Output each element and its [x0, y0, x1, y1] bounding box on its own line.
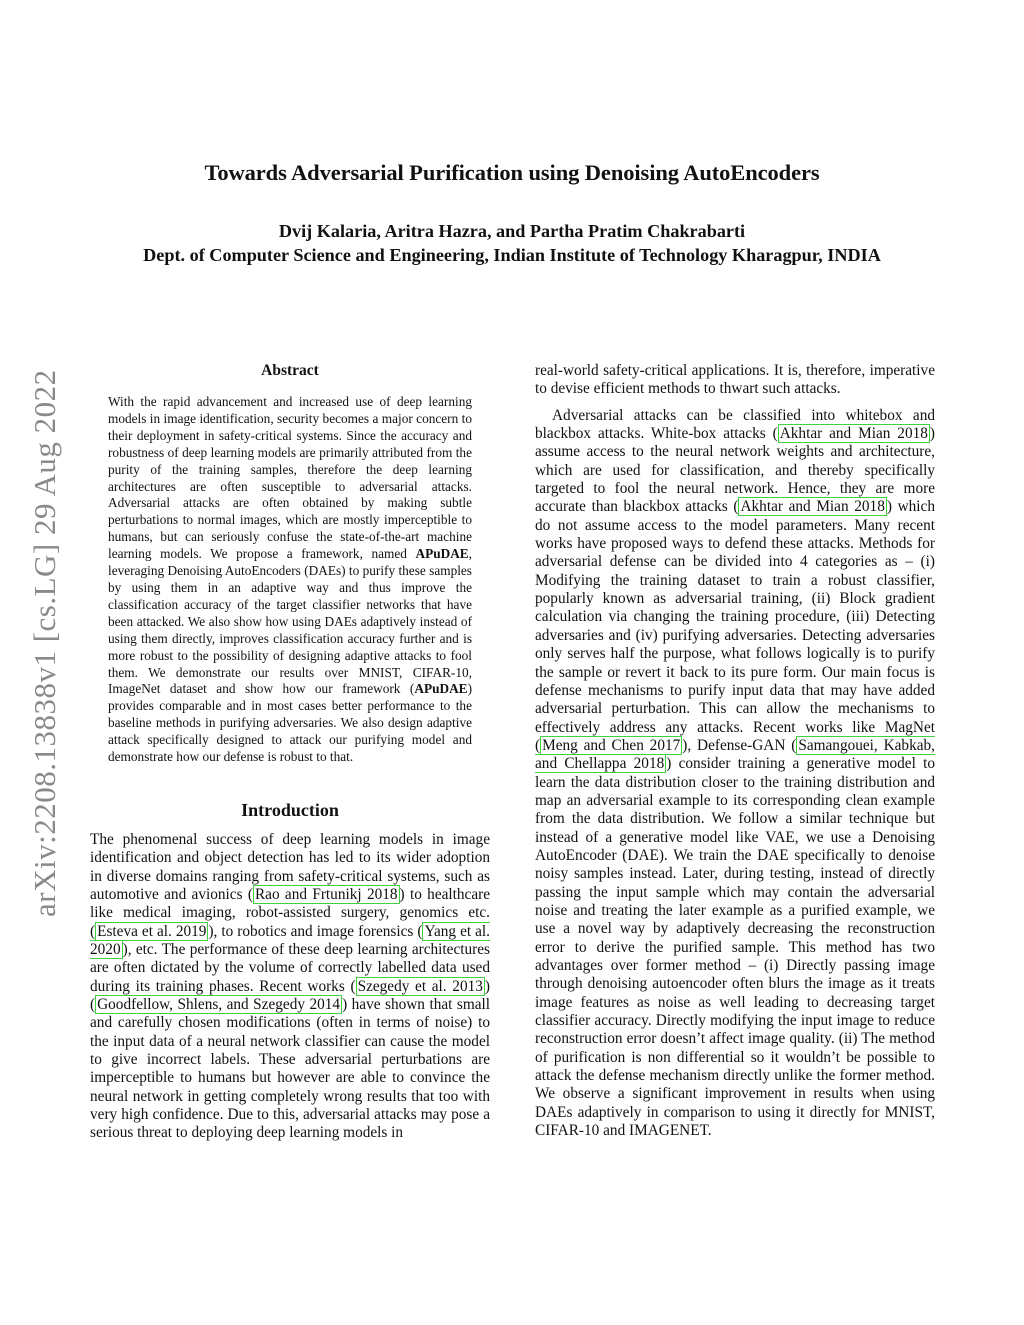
adversarial-attacks-paragraph: Adversarial attacks can be classified into whitebox and blackbox attacks. White-box attacks ( Akhtar and Mian 2018 ) assume access to the neural network weights and architecture, which are used for classification, and thereby specifically targeted to fool the neural network. Hence, they are more accurate than blackbox attacks ( Akhtar and Mian 2018 ) which do not assume access to the model parameters. Many recent works have proposed ways to defend these attacks. Methods for adversarial defense can be divided into 4 categories as – (i) Modifying the training dataset to train a robust classifier, popularly known as adversarial training, (ii) Block gradient calculation via changing the training procedure, (iii) Detecting adversaries and (iv) purifying adversaries. Detecting adversaries only serves half the purpose, what follows logically is to purify the sample or revert it back to its pure form. Our main focus is defense mechanisms to purify input data that may have added adversarial perturbation. This can allow the mechanisms to effectively address any attacks. Recent works like MagNet ( Meng and Chen 2017 ), Defense-GAN ( Samangouei, Kabkab, and Chellappa 2018 ) consider training a generative model to learn the data distribution closer to the training distribution and map an adversarial example to its corresponding clean example from the data distribution. We follow a similar technique but instead of a generative model like VAE, we use a Denoising AutoEncoder (DAE). We train the DAE specifically to denoise noisy samples instead. Later, during testing, instead of directly passing the input sample which may contain the adversarial noise and treating the later example as a purified example, we use a novel way by adaptively decreasing the reconstruction error to derive the purified sample. This method has two advantages over former method – (i) Directly passing image through denoising autoencoder often blurs the image as it treats image features as noise as well leading to decreasing target classifier accuracy. Directly modifying the input image to reduce reconstruction error doesn’t affect image quality. (ii) The method of purification is non differential so it wouldn’t be possible to attack the defense mechanism directly unlike the former method. We observe a significant improvement in results when using DAEs adaptively in comparison to using it directly for MNIST, CIFAR-10 and IMAGENET. — [535, 406, 936, 1140]
introduction-heading: Introduction — [241, 799, 339, 820]
introduction-paragraph: The phenomenal success of deep learning models in image identification and object detection has led to its wider adoption in diverse domains ranging from safety-critical systems, such as automotive and avionics ( Rao and Frtunikj 2018 ) to healthcare like medical imaging, robot-assisted surgery, genomics etc. ( Esteva et al. 2019 ), to robotics and image forensics ( Yang et al. 2020 ), etc. The performance of these deep learning architectures are often dictated by the volume of correctly labelled data used during its training phases. Recent works ( Szegedy et al. 2013 ) ( Goodfellow, Shlens, and Szegedy 2014 ) have shown that small and carefully chosen modifications (often in terms of noise) to the input data of a neural network classifier can cause the model to give incorrect labels. These adversarial perturbations are imperceptible to humans but however are able to convince the neural network in getting completely wrong results that too with very high confidence. Due to this, adversarial attacks may pose a serious threat to deploying deep learning models in — [90, 830, 491, 1142]
citation-link[interactable]: Szegedy et al. 2013 — [357, 977, 483, 995]
left-column — [90, 362, 490, 1143]
paper-title: Towards Adversarial Purification using Denoising AutoEncoders — [204, 160, 820, 185]
citation-link[interactable]: Meng and Chen 2017 — [542, 736, 681, 754]
arxiv-stamp: arXiv:2208.13838v1 [cs.LG] 29 Aug 2022 — [27, 369, 62, 917]
authors: Dvij Kalaria, Aritra Hazra, and Partha Pratim Chakrabarti — [278, 221, 746, 241]
introduction-continuation: real-world safety-critical applications. It is, therefore, imperative to devise efficient methods to thwart such attacks. — [535, 362, 935, 398]
citation-link[interactable]: Akhtar and Mian 2018 — [740, 498, 885, 516]
right-column — [535, 362, 935, 1140]
citation-link[interactable]: Rao and Frtunikj 2018 — [254, 885, 398, 903]
abstract-heading: Abstract — [261, 362, 319, 379]
citation-link[interactable]: Goodfellow, Shlens, and Szegedy 2014 — [97, 996, 341, 1014]
framework-name: APuDAE — [415, 546, 469, 562]
citation-link[interactable]: Samangouei, Kabkab, and Chellappa 2018 — [535, 736, 935, 773]
citation-link[interactable]: Akhtar and Mian 2018 — [779, 425, 928, 443]
citation-link[interactable]: Esteva et al. 2019 — [97, 922, 207, 940]
author-block — [0, 219, 1024, 267]
affiliation: Dept. of Computer Science and Engineering, Indian Institute of Technology Kharagpur, INDIA — [143, 245, 881, 265]
framework-name: APuDAE — [414, 681, 468, 697]
abstract-text: With the rapid advancement and increased use of deep learning models in image identification, security becomes a major concern to their deployment in safety-critical systems. Since the accuracy and robustness of deep learning models are primarily attributed from the purity of the training samples, therefore the deep learning architectures are often susceptible to adversarial attacks. Adversarial attacks are often obtained by making subtle perturbations to normal images, which are mostly imperceptible to humans, but can seriously confuse the state-of-the-art machine learning models. We propose a framework, named APuDAE, leveraging Denoising AutoEncoders (DAEs) to purify these samples by using them in an adaptive way and thus improve the classification accuracy of the target classifier networks that have been attacked. We also show how using DAEs adaptively instead of using them directly, improves classification accuracy further and is more robust to the possibility of designing adaptive attacks to fool them. We demonstrate our results over MNIST, CIFAR-10, ImageNet dataset and show how our framework (APuDAE) provides comparable and in most cases better performance to the baseline methods in purifying adversaries. We also design adaptive attack specifically designed to attack our purifying model and demonstrate how our defense is robust to that. — [108, 394, 472, 765]
citation-link[interactable]: Yang et al. 2020 — [90, 922, 490, 958]
